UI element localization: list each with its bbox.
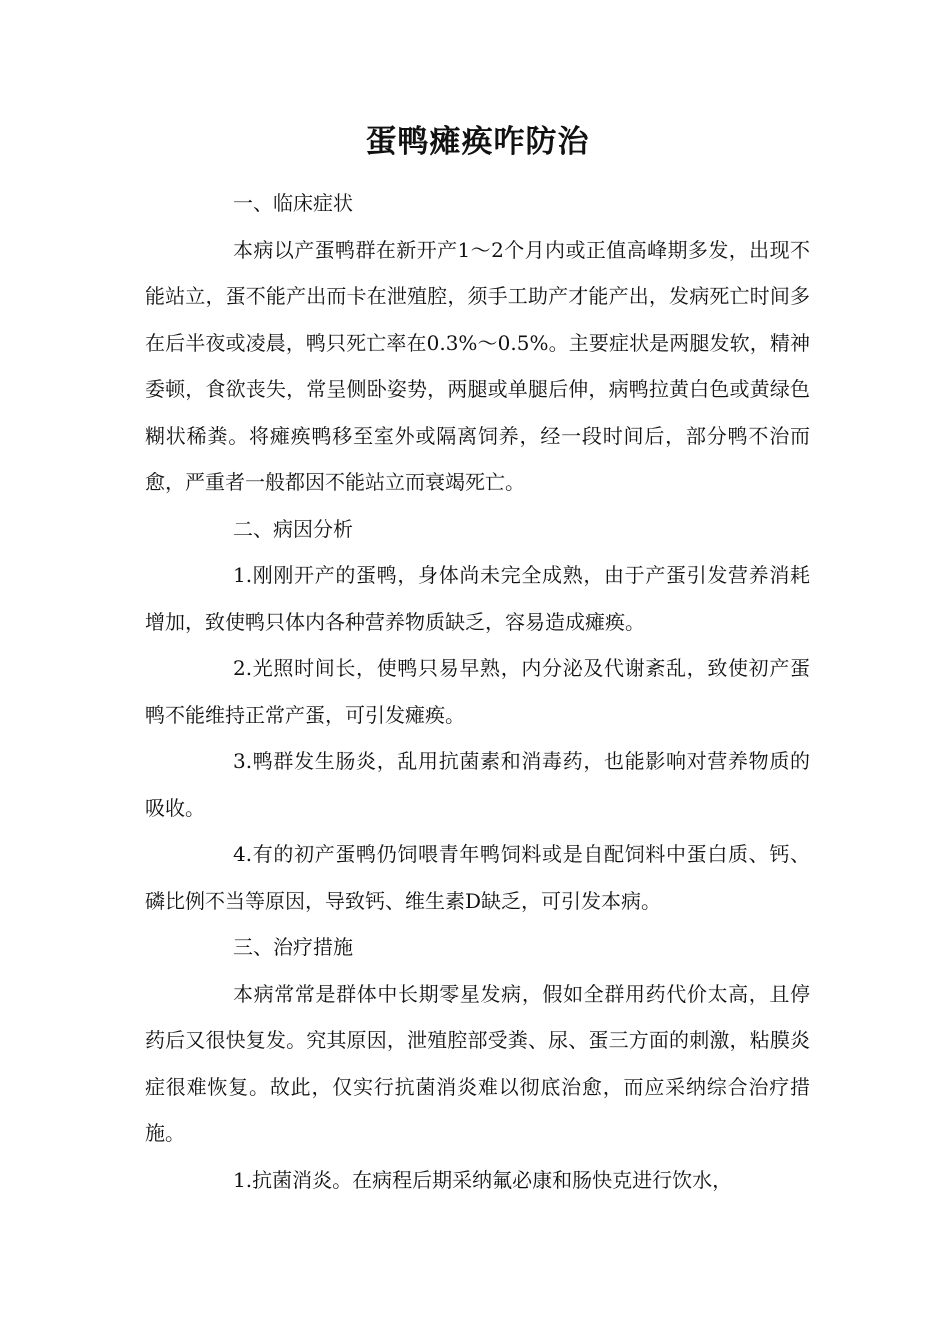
paragraph-treatment-1: 1.抗菌消炎。在病程后期采纳氟必康和肠快克进行饮水， xyxy=(233,1167,733,1192)
section-heading-cause-analysis: 二、病因分析 xyxy=(233,516,353,541)
document-title: 蛋鸭瘫痪咋防治 xyxy=(365,124,590,160)
paragraph-cause-4: 4.有的初产蛋鸭仍饲喂青年鸭饲料或是自配饲料中蛋白质、钙、磷比例不当等原因，导致钙、维生素D缺乏，可引发本病。 xyxy=(145,842,810,913)
section-heading-treatment: 三、治疗措施 xyxy=(233,935,353,959)
paragraph-treatment-intro: 本病常常是群体中长期零星发病，假如全群用药代价太高，且停药后又很快复发。究其原因，泄殖腔部受粪、尿、蛋三方面的刺激，粘膜炎症很难恢复。故此，仅实行抗菌消炎难以彻底治愈，而应采纳综合治疗措施。 xyxy=(145,981,810,1145)
paragraph-symptoms: 本病以产蛋鸭群在新开产1～2个月内或正值高峰期多发，出现不能站立，蛋不能产出而卡在泄殖腔，须手工助产才能产出，发病死亡时间多在后半夜或凌晨，鸭只死亡率在0.3%～0.5%。主要症状是两腿发软，精神委顿，食欲丧失，常呈侧卧姿势，两腿或单腿后伸，病鸭拉黄白色或黄绿色糊状稀粪。将瘫痪鸭移至室外或隔离饲养，经一段时间后，部分鸭不治而愈，严重者一般都因不能站立而衰竭死亡。 xyxy=(145,237,810,494)
document-body xyxy=(145,180,810,1203)
paragraph-cause-2: 2.光照时间长，使鸭只易早熟，内分泌及代谢紊乱，致使初产蛋鸭不能维持正常产蛋，可引发瘫痪。 xyxy=(145,656,810,727)
paragraph-cause-1: 1.刚刚开产的蛋鸭，身体尚未完全成熟，由于产蛋引发营养消耗增加，致使鸭只体内各种营养物质缺乏，容易造成瘫痪。 xyxy=(145,563,810,634)
paragraph-cause-3: 3.鸭群发生肠炎，乱用抗菌素和消毒药，也能影响对营养物质的吸收。 xyxy=(145,749,810,820)
section-heading-clinical-symptoms: 一、临床症状 xyxy=(233,191,353,215)
